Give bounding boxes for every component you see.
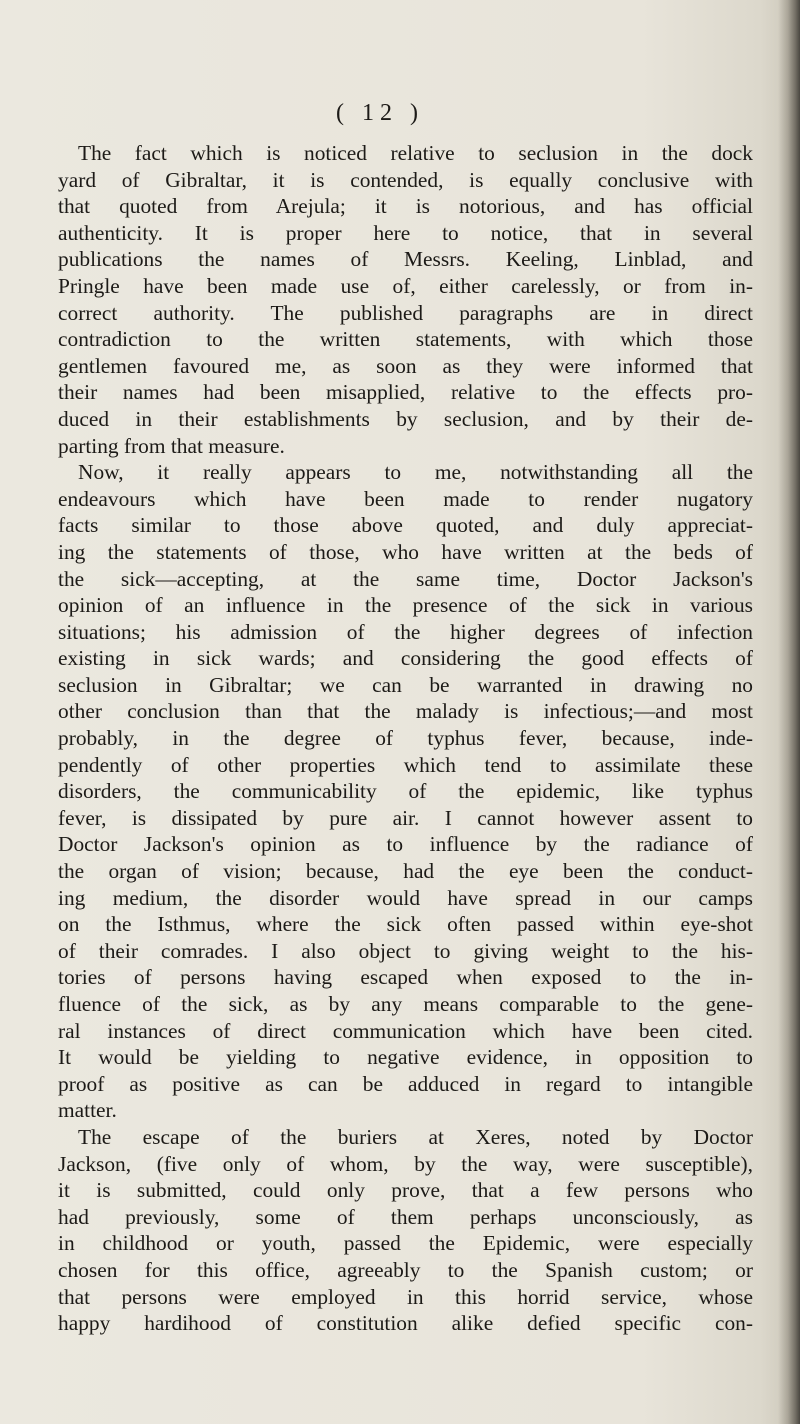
text-line: tories of persons having escaped when exposed to the in- — [58, 965, 753, 990]
text-line: Jackson, (five only of whom, by the way, were susceptible), — [58, 1151, 753, 1176]
text-line: ing medium, the disorder would have spread in our camps — [58, 885, 753, 910]
text-line: duced in their establishments by seclusion, and by their de- — [58, 406, 753, 431]
text-line: in childhood or youth, passed the Epidemic, were especially — [58, 1231, 753, 1256]
text-line: the organ of vision; because, had the eye been the conduct- — [58, 859, 753, 884]
text-line: chosen for this office, agreeably to the Spanish custom; or — [58, 1257, 753, 1282]
body-text — [58, 140, 753, 1337]
text-line: other conclusion than that the malady is infectious;—and most — [58, 699, 753, 724]
text-line: had previously, some of them perhaps unconsciously, as — [58, 1204, 753, 1229]
text-line: of their comrades. I also object to giving weight to the his- — [58, 938, 753, 963]
text-line: authenticity. It is proper here to notice, that in several — [58, 220, 753, 245]
page-edge-shadow — [778, 0, 800, 1424]
text-line: opinion of an influence in the presence of the sick in various — [58, 593, 753, 618]
text-line: Now, it really appears to me, notwithstanding all the — [78, 460, 753, 485]
text-line: ral instances of direct communication which have been cited. — [58, 1018, 753, 1043]
text-line: yard of Gibraltar, it is contended, is equally conclusive with — [58, 167, 753, 192]
text-line: facts similar to those above quoted, and duly appreciat- — [58, 513, 753, 538]
text-line: endeavours which have been made to render nugatory — [58, 486, 753, 511]
text-line: contradiction to the written statements, with which those — [58, 327, 753, 352]
text-line: happy hardihood of constitution alike defied specific con- — [58, 1311, 753, 1336]
text-line: situations; his admission of the higher degrees of infection — [58, 619, 753, 644]
text-line: Pringle have been made use of, either carelessly, or from in- — [58, 273, 753, 298]
text-line: parting from that measure. — [58, 433, 285, 458]
text-line: that persons were employed in this horrid service, whose — [58, 1284, 753, 1309]
text-line: the sick—accepting, at the same time, Doctor Jackson's — [58, 566, 753, 591]
text-line: correct authority. The published paragraphs are in direct — [58, 300, 753, 325]
text-line: disorders, the communicability of the epidemic, like typhus — [58, 779, 753, 804]
text-line: It would be yielding to negative evidence, in opposition to — [58, 1045, 753, 1070]
text-line: seclusion in Gibraltar; we can be warranted in drawing no — [58, 672, 753, 697]
text-line: fever, is dissipated by pure air. I cannot however assent to — [58, 805, 753, 830]
text-line: proof as positive as can be adduced in regard to intangible — [58, 1071, 753, 1096]
text-line: matter. — [58, 1098, 117, 1123]
text-line: The escape of the buriers at Xeres, noted by Doctor — [78, 1124, 753, 1149]
text-line: gentlemen favoured me, as soon as they were informed that — [58, 353, 753, 378]
text-line: their names had been misapplied, relative to the effects pro- — [58, 380, 753, 405]
text-line: The fact which is noticed relative to seclusion in the dock — [78, 141, 753, 165]
text-line: pendently of other properties which tend to assimilate these — [58, 752, 753, 777]
text-line: it is submitted, could only prove, that a few persons who — [58, 1178, 753, 1203]
text-line: Doctor Jackson's opinion as to influence by the radiance of — [58, 832, 753, 857]
page-number: ( 12 ) — [336, 100, 424, 126]
text-line: ing the statements of those, who have written at the beds of — [58, 539, 753, 564]
text-line: fluence of the sick, as by any means comparable to the gene- — [58, 992, 753, 1016]
text-line: that quoted from Arejula; it is notorious, and has official — [58, 194, 753, 219]
text-line: existing in sick wards; and considering the good effects of — [58, 646, 753, 671]
text-line: probably, in the degree of typhus fever, because, inde- — [58, 726, 753, 751]
text-line: on the Isthmus, where the sick often passed within eye-shot — [58, 912, 753, 937]
text-line: publications the names of Messrs. Keeling, Linblad, and — [58, 247, 753, 272]
